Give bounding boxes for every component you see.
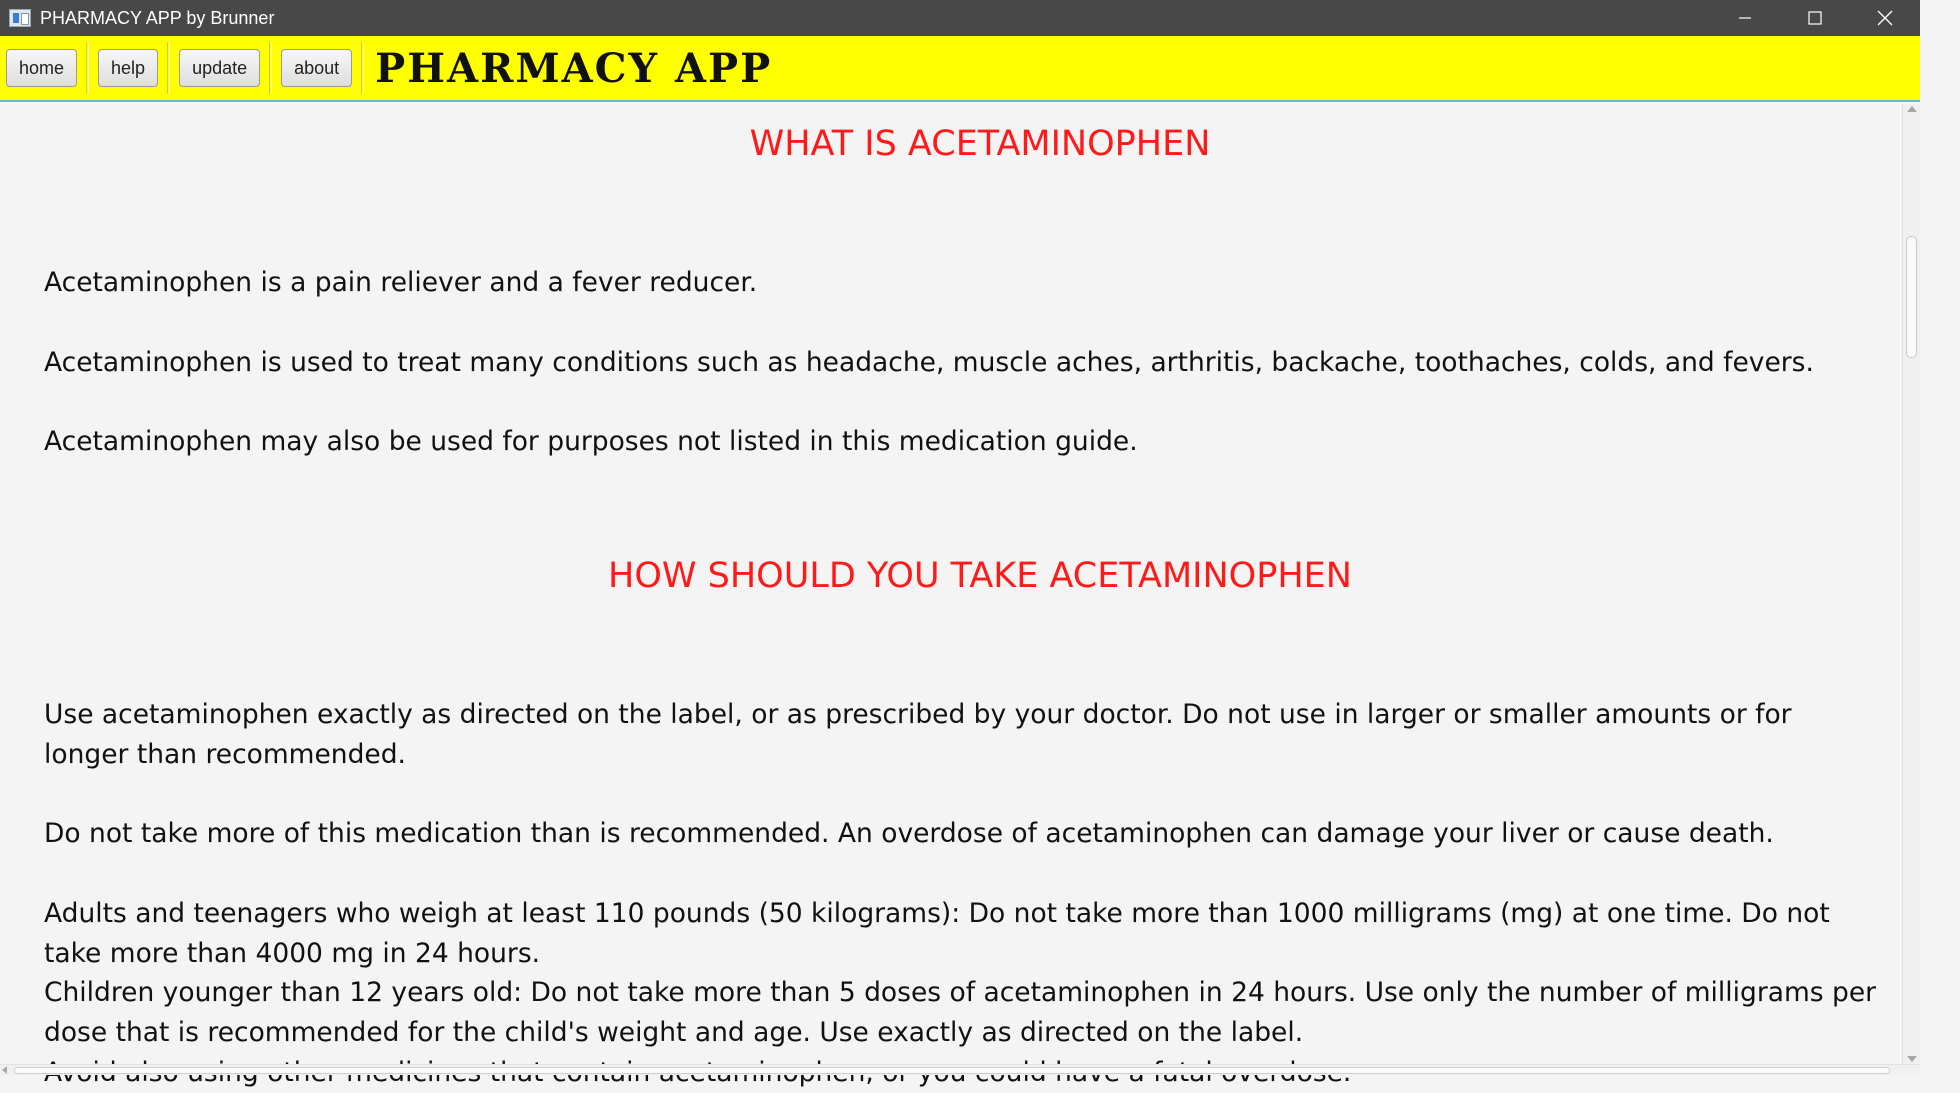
- minimize-button[interactable]: [1710, 0, 1780, 36]
- horizontal-scroll-thumb[interactable]: [14, 1067, 1890, 1074]
- paragraph: Use acetaminophen exactly as directed on the label, or as prescribed by your doctor. Do not use in larger or smaller amounts or for longer than recommended.: [44, 699, 1792, 770]
- maximize-icon: [1808, 11, 1822, 25]
- paragraph: Acetaminophen is a pain reliever and a fever reducer.: [44, 267, 758, 298]
- scroll-up-icon[interactable]: [1907, 106, 1917, 112]
- toolbar-separator: [361, 42, 364, 94]
- scroll-down-icon[interactable]: [1907, 1056, 1917, 1062]
- section-heading: HOW SHOULD YOU TAKE ACETAMINOPHEN: [608, 556, 1352, 596]
- window-title: PHARMACY APP by Brunner: [40, 7, 275, 28]
- about-button[interactable]: about: [281, 49, 352, 87]
- toolbar: [0, 36, 1920, 102]
- paragraph: Acetaminophen is used to treat many conditions such as headache, muscle aches, arthritis, backache, toothaches, colds, and fevers.: [44, 347, 1814, 378]
- home-button[interactable]: home: [6, 49, 77, 87]
- content-scroll-area[interactable]: [0, 104, 1902, 1064]
- paragraph: Adults and teenagers who weigh at least 110 pounds (50 kilograms): Do not take more than 1000 milligrams (mg) at one time. Do not take more than 4000 mg in 24 hours.: [44, 898, 1830, 969]
- window-title-bar: [0, 0, 1920, 36]
- app-brand-title: PHARMACY APP: [375, 44, 773, 92]
- toolbar-separator: [86, 42, 89, 94]
- vertical-scroll-thumb[interactable]: [1906, 236, 1917, 358]
- app-icon: [9, 9, 31, 27]
- window-controls: [1710, 0, 1920, 36]
- help-button[interactable]: help: [98, 49, 158, 87]
- paragraph: Children younger than 12 years old: Do not take more than 5 doses of acetaminophen in 24 hours. Use only the number of milligrams per dose that is recommended for the child's weight and age. Use exactly as directed on the label.: [44, 977, 1877, 1048]
- scroll-left-icon[interactable]: [2, 1066, 7, 1074]
- maximize-button[interactable]: [1780, 0, 1850, 36]
- update-button[interactable]: update: [179, 49, 260, 87]
- close-button[interactable]: [1850, 0, 1920, 36]
- toolbar-separator: [269, 42, 272, 94]
- horizontal-scrollbar[interactable]: [0, 1064, 1920, 1075]
- vertical-scrollbar[interactable]: [1902, 104, 1920, 1064]
- close-icon: [1877, 10, 1893, 26]
- toolbar-separator: [167, 42, 170, 94]
- paragraph: Acetaminophen may also be used for purposes not listed in this medication guide.: [44, 426, 1138, 457]
- paragraph: Do not take more of this medication than is recommended. An overdose of acetaminophen can damage your liver or cause death.: [44, 818, 1774, 849]
- section-heading: WHAT IS ACETAMINOPHEN: [749, 124, 1211, 164]
- minimize-icon: [1738, 11, 1752, 25]
